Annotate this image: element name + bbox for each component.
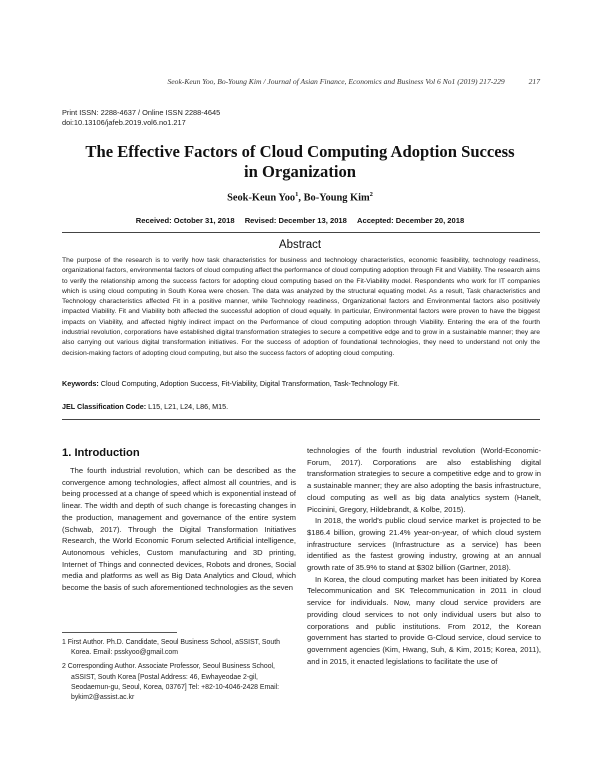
title-line-1: The Effective Factors of Cloud Computing Adoption Success bbox=[85, 142, 515, 161]
left-column bbox=[62, 465, 296, 594]
section-heading-introduction: 1. Introduction bbox=[62, 447, 140, 459]
keywords-label: Keywords: bbox=[62, 379, 99, 388]
intro-paragraph-1-cont: technologies of the fourth industrial revolution (World-Economic-Forum, 2017). Corporations are also establishing digital transformation strategies to secure a competitive edge and to grow in a sustainable manner; they are also adopting the basis infrastructure, cloud computing as well as big data analytics system (Hanelt, Piccinini, Gregory, Hildebrandt, & Kolbe, 2015). bbox=[307, 446, 541, 514]
keywords-text: Cloud Computing, Adoption Success, Fit-Viability, Digital Transformation, Task-Technology Fit. bbox=[98, 379, 400, 388]
author-separator: , bbox=[298, 192, 304, 204]
paper-title bbox=[60, 142, 540, 182]
abstract-top-rule bbox=[62, 232, 540, 233]
intro-paragraph-1: The fourth industrial revolution, which can be described as the convergence among technologies, affect almost all countries, and is being processed at a change of speed which is exponential instead of linear. The width and depth of such change is forecasting changes in the production, management and governance of the entire system (Schwab, 2017). Through the Digital Transformation Initiatives Research, the World Economic Forum selected Artificial intelligence, Autonomous vehicles, Custom manufacturing and 3D printing, Internet of Things and connected devices, Robots and drones, Social media and platforms as well as Big Data Analytics and Cloud, which become the basis of such aforementioned technologies as the seven bbox=[62, 466, 296, 593]
footnotes bbox=[62, 638, 296, 707]
running-header-text: Seok-Keun Yoo, Bo-Young Kim / Journal of Asian Finance, Economics and Business Vol 6 No1 (2019) 217-229 bbox=[167, 77, 505, 86]
keywords bbox=[62, 379, 540, 389]
title-line-2: in Organization bbox=[243, 162, 357, 181]
footnote-1: 1 First Author. Ph.D. Candidate, Seoul Business School, aSSIST, South Korea. Email: psskyoo@gmail.com bbox=[62, 639, 280, 657]
abstract-body: The purpose of the research is to verify how task characteristics for business and technology characteristics, economic feasibility, technology readiness, organizational factors, environmental factors of cloud computing affect the performance of cloud computing adoption through Fit and Viability. The research aims to verify the relationship among the success factors for adopting cloud computing based on the Fit-Viability model. Respondents who work for IT companies which is using cloud computing in South Korea were chosen. The data was analyzed by the structural equating model. As a result, Task characteristics and Technology characteristics affected Fit in a positive manner, while Technology readiness, Organizational factors and Environmental factors also positively impacted Viability. Fit and Viability both affected the successful adoption of cloud equally. In particular, Environmental factors were proven to have the biggest impacts on Viability, and affected highly indirect impact on the Performance of cloud computing adoption through Viability. Entering the era of the fourth industrial revolution, corporations have established digital transformation strategies to secure a competitive edge and to grow in a sustainable manner; they are also carrying out various digital transformation initiatives. For the success of adoption of foundational technologies, they need to understand not only the decision-making factors of adopting cloud computing, but also the success factors of adopting cloud computing. bbox=[62, 257, 540, 357]
author-2: Bo-Young Kim bbox=[303, 192, 370, 204]
accepted-date: Accepted: December 20, 2018 bbox=[356, 216, 465, 225]
received-date: Received: October 31, 2018 bbox=[135, 216, 235, 225]
revised-date: Revised: December 13, 2018 bbox=[244, 216, 347, 225]
page-number: 217 bbox=[528, 77, 540, 86]
jel-text: L15, L21, L24, L86, M15. bbox=[146, 402, 229, 411]
jel-label: JEL Classification Code: bbox=[62, 402, 147, 411]
issn-line: Print ISSN: 2288-4637 / Online ISSN 2288-4645 bbox=[62, 108, 221, 117]
abstract-bottom-rule bbox=[62, 419, 540, 420]
history-dates bbox=[60, 216, 540, 225]
running-header bbox=[0, 77, 540, 86]
intro-paragraph-2: In 2018, the world's public cloud service market is projected to be $186.4 billion, growing 21.4% year-on-year, of which cloud system infrastructure services (Infrastructure as a service) has been identified as the fastest growing industry, growing at an annual growth rate of 35.9% to stand at $302 billion (Gartner, 2018). bbox=[307, 516, 541, 573]
author-list bbox=[60, 191, 540, 203]
author-1-affil: 1 bbox=[295, 191, 299, 198]
author-2-affil: 2 bbox=[369, 191, 373, 198]
right-column bbox=[307, 445, 541, 667]
footnote-2: 2 Corresponding Author. Associate Professor, Seoul Business School, aSSIST, South Korea [Postal Address: 46, Ewhayeodae 2-gil, Seodaemun-gu, Seoul, Korea, 03767] Tel: +82-10-4046-2428 Email: bykim2@assist.ac.kr bbox=[62, 663, 280, 702]
doi-line: doi:10.13106/jafeb.2019.vol6.no1.217 bbox=[62, 118, 186, 127]
jel-codes bbox=[62, 402, 540, 411]
abstract-heading: Abstract bbox=[278, 239, 322, 251]
intro-paragraph-3: In Korea, the cloud computing market has been initiated by Korea Telecommunication and SK Telecommunication in 2011 in cloud service for individuals. Now, many cloud service providers are providing cloud services to not only individual users but also to corporations and public institutions. From 2012, the Korean government has started to provide G-Cloud service, cloud service to government agencies (Kim, Hwang, Suh, & Kim, 2015; Korea, 2011), and in 2015, it enacted legislations to facilitate the use of bbox=[307, 574, 541, 666]
issn-block bbox=[62, 108, 220, 128]
footnote-rule bbox=[62, 632, 177, 633]
author-1: Seok-Keun Yoo bbox=[227, 192, 296, 204]
